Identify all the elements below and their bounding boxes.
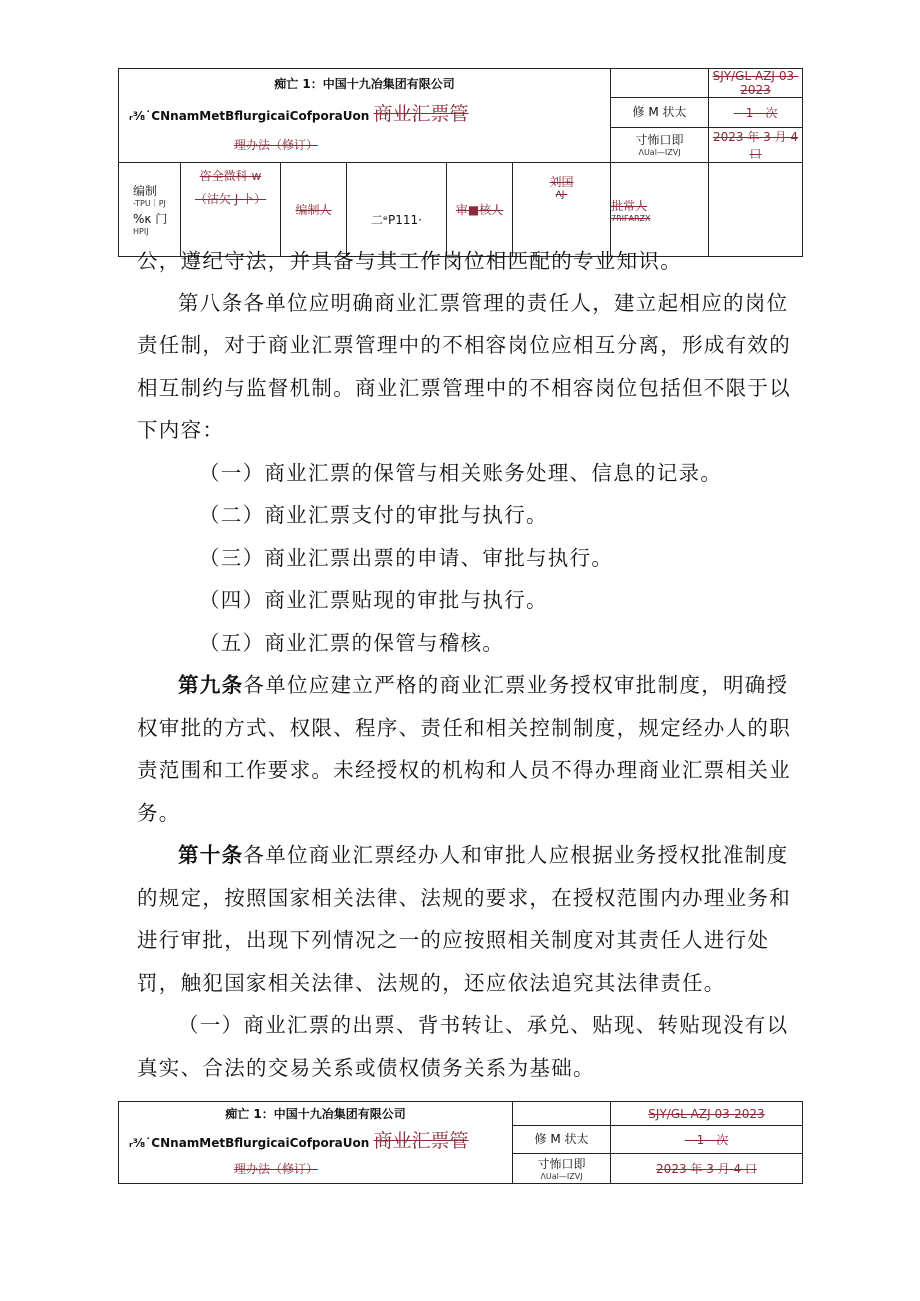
reviewer-value: 刘国 xyxy=(549,175,574,189)
article-8-item-1: （一）商业汇票的保管与相关账务处理、信息的记录。 xyxy=(199,460,723,485)
document-number: SJY/GL-AZJ-03-2023 xyxy=(709,69,803,98)
date-label-sub-2: ΛUal—IZVJ xyxy=(540,1171,583,1181)
date-label: 寸怖口即 xyxy=(635,133,684,147)
header-table-top xyxy=(118,68,803,257)
compile-dept-sub: HPIJ xyxy=(133,226,149,236)
doc-title-part1-2: 商业汇票管 xyxy=(373,1130,469,1152)
company-name-cn-2: 痴亡 1：中国十九冶集团有限公司 xyxy=(119,1102,513,1126)
article-8-item-5: （五）商业汇票的保管与稽核。 xyxy=(199,630,505,655)
doc-title-part2-2: 理办法（修订） xyxy=(119,1154,513,1184)
date-label-cell-2 xyxy=(513,1154,611,1184)
compile-sub: -TPU｜PJ xyxy=(133,198,166,208)
article-10-heading: 第十条 xyxy=(178,843,244,867)
article-8: 第八条各单位应明确商业汇票管理的责任人，建立起相应的岗位责任制，对于商业汇票管理中的不相容岗位应相互分离，形成有效的相互制约与监督机制。商业汇票管理中的不相容岗位包括但不限于以下内容： xyxy=(137,290,791,442)
drafter-value: 二ᵉP111· xyxy=(347,163,447,257)
article-9-text: 各单位应建立严格的商业汇票业务授权审批制度，明确授权审批的方式、权限、程序、责任和相关控制制度，规定经办人的职责范围和工作要求。未经授权的机构和人员不得办理商业汇票相关业务。 xyxy=(137,673,791,825)
date-value: 2023 年 3 月 4 口 xyxy=(709,128,803,163)
company-name-cn: 痴亡 1：中国十九冶集团有限公司 xyxy=(119,69,611,98)
article-10-text: 各单位商业汇票经办人和审批人应根据业务授权批准制度的规定，按照国家相关法律、法规的要求，在授权范围内办理业务和进行审批，出现下列情况之一的应按照相关制度对其责任人进行处罚，触犯国家相关法律、法规的，还应依法追究其法律责任。 xyxy=(137,843,791,995)
version-label: 修 M 状太 xyxy=(611,98,709,128)
date-label-cell xyxy=(611,128,709,163)
article-9 xyxy=(137,664,802,834)
approver-sub: 7RIΓARZX xyxy=(611,213,651,223)
document-body xyxy=(137,240,802,1089)
version-label-2: 修 M 状太 xyxy=(513,1126,611,1154)
date-label-2: 寸怖口即 xyxy=(537,1156,586,1171)
version-value-2: —1—次 xyxy=(611,1126,803,1154)
article-8-item-2: （二）商业汇票支付的审批与执行。 xyxy=(199,503,548,527)
company-name-en-row-2 xyxy=(119,1126,513,1154)
article-10 xyxy=(137,834,802,1004)
approver-label: 批常人 xyxy=(611,198,648,213)
company-name-en-row xyxy=(119,98,611,128)
document-number-2: SJY/GL-AZJ-03-2023 xyxy=(611,1102,803,1126)
company-name-en: ᵣ³⁄₈˙CNnamMetBflurgicaiCofporaUon xyxy=(129,109,370,123)
drafter-label: 编制人 xyxy=(281,163,347,257)
header-table-bottom xyxy=(118,1101,803,1184)
article-8-item-4: （四）商业汇票贴现的审批与执行。 xyxy=(199,588,548,612)
doc-title-part2: 理办法（修订） xyxy=(119,128,611,163)
company-name-en-2: ᵣ³⁄₈˙CNnamMetBflurgicaiCofporaUon xyxy=(129,1136,370,1150)
version-value: —1—次 xyxy=(709,98,803,128)
reviewer-label: 审■核人 xyxy=(447,163,513,257)
paragraph-continuation: 公，遵纪守法，并具备与其工作岗位相匹配的专业知识。 xyxy=(137,249,682,273)
compile-label: 编制 xyxy=(133,183,158,198)
blank-cell xyxy=(611,69,709,98)
reviewer-sub: ΛJ- xyxy=(555,190,568,200)
date-value-2: 2023 年 3 月 4 口 xyxy=(611,1154,803,1184)
date-label-sub: ΛUal—IZVJ xyxy=(638,148,681,157)
dept-value-2: （沽欠 J 卜） xyxy=(194,192,267,206)
article-10-item-1: （一）商业汇票的出票、背书转让、承兑、贴现、转贴现没有以真实、合法的交易关系或债权债务关系为基础。 xyxy=(137,1013,789,1080)
dept-value-1: 咨全㣲科 w xyxy=(199,169,262,183)
article-8-item-3: （三）商业汇票出票的申请、审批与执行。 xyxy=(199,545,614,570)
article-9-heading: 第九条 xyxy=(178,673,244,697)
doc-title-part1: 商业汇票管 xyxy=(373,103,469,125)
compile-dept-label: %κ 门 xyxy=(133,211,168,226)
blank-cell-2 xyxy=(513,1102,611,1126)
